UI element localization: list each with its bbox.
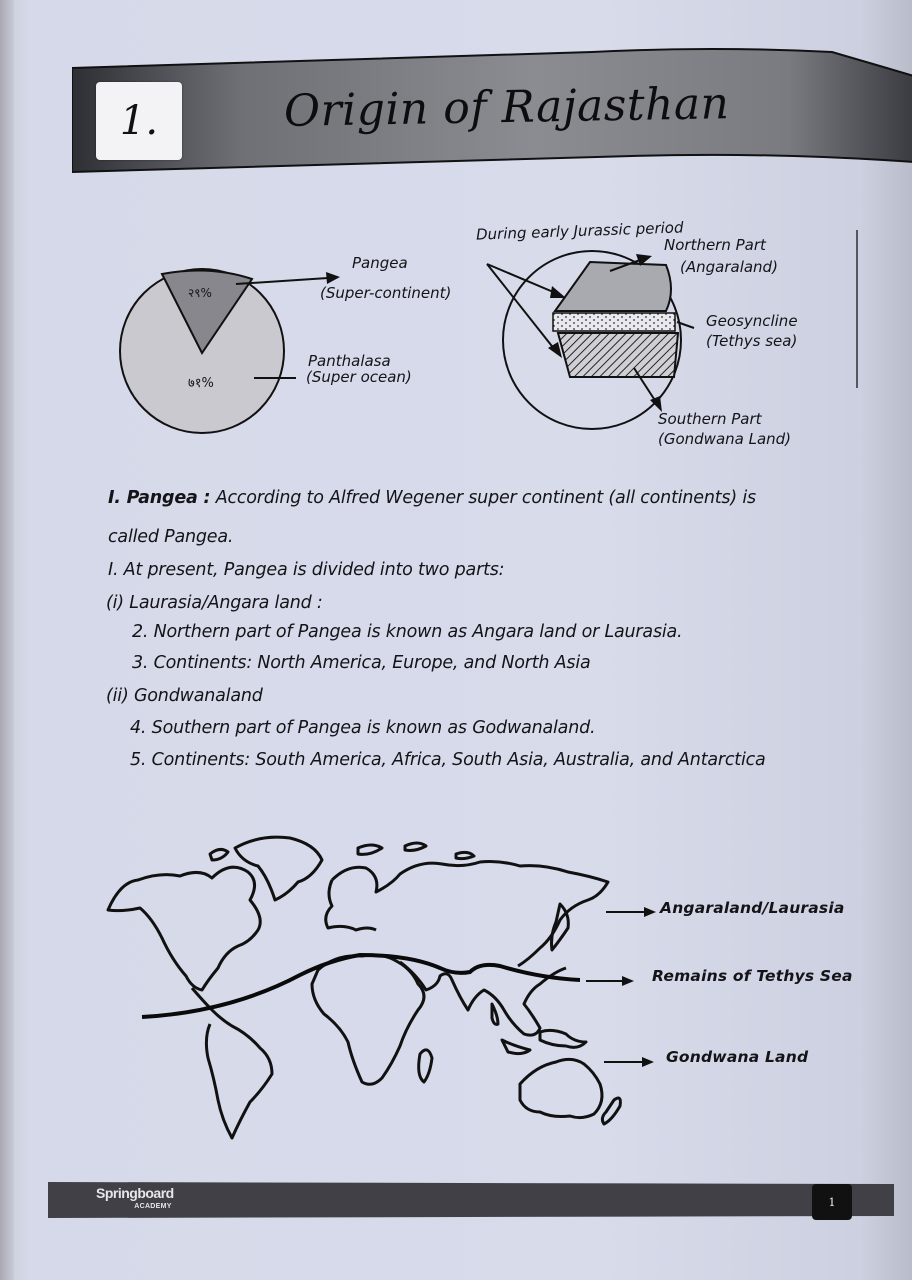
jurassic-title: During early Jurassic period (475, 218, 684, 244)
content-line-8: 4. Southern part of Pangea is known as Godwanaland. (130, 718, 596, 738)
pie-continent-percent: २९% (188, 286, 212, 300)
geosyncline-label: Geosyncline (706, 312, 798, 330)
pangea-sublabel: (Super-continent) (320, 284, 452, 302)
pangea-label: Pangea (352, 254, 408, 272)
content-line-6: 3. Continents: North America, Europe, and North Asia (132, 653, 591, 673)
geosyncline-sublabel: (Tethys sea) (706, 332, 798, 350)
brand-logo (96, 1186, 174, 1214)
footer-bar (48, 1180, 894, 1220)
panthalasa-label: Panthalasa (308, 352, 391, 370)
chapter-number: 1. (119, 98, 159, 144)
northern-part-sublabel: (Angaraland) (680, 258, 778, 276)
content-line-3: I. At present, Pangea is divided into two parts: (108, 560, 505, 580)
pie-ocean-percent: ७१% (188, 376, 214, 391)
northern-part-label: Northern Part (664, 236, 766, 254)
chapter-title: Origin of Rajasthan (283, 78, 730, 137)
panthalasa-sublabel: (Super ocean) (306, 368, 412, 386)
content-line-9: 5. Continents: South America, Africa, South Asia, Australia, and Antarctica (130, 750, 766, 770)
map-label-angaraland: Angaraland/Laurasia (660, 899, 845, 917)
content-line-4: (i) Laurasia/Angara land : (106, 593, 323, 613)
content-line-1: I. Pangea : According to Alfred Wegener super continent (all continents) is (108, 488, 756, 508)
brand-subtitle: ACADEMY (134, 1203, 172, 1210)
southern-part-label: Southern Part (658, 410, 762, 428)
southern-part-sublabel: (Gondwana Land) (658, 430, 792, 448)
content-line-5: 2. Northern part of Pangea is known as Angara land or Laurasia. (132, 622, 683, 642)
pangea-term: I. Pangea : (108, 488, 211, 508)
map-label-gondwana: Gondwana Land (666, 1048, 809, 1066)
content-line-2: called Pangea. (108, 527, 234, 547)
map-label-tethys: Remains of Tethys Sea (652, 967, 853, 985)
page-number: 1 (812, 1184, 852, 1220)
brand-name: Springboard (96, 1185, 174, 1201)
content-line-7: (ii) Gondwanaland (106, 686, 263, 706)
